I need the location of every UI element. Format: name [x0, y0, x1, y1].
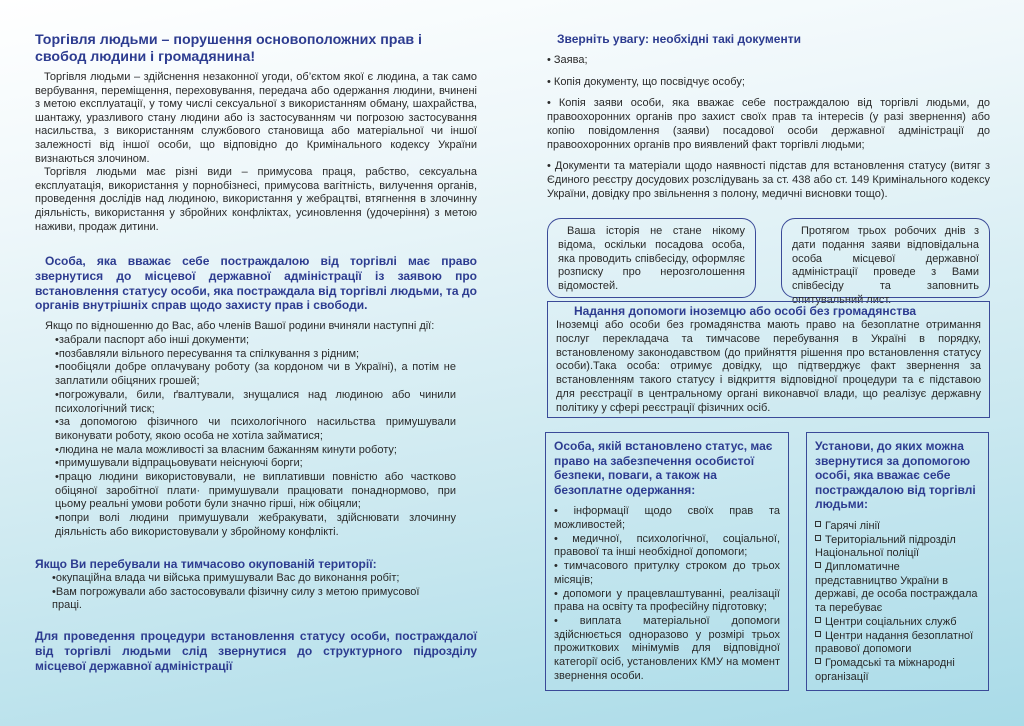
institution-name: Територіальний підрозділ Національної поліції	[815, 533, 956, 560]
square-bullet-icon	[815, 658, 821, 664]
list-item: • інформації щодо своїх прав та можливостей;	[554, 505, 780, 532]
list-item: • медичної, психологічної, соціальної, правової та інші необхідної допомоги;	[554, 532, 780, 559]
definition-section	[35, 71, 477, 234]
list-item: •попри волі людини примушували жебракувати, здійснювати злочинну діяльність або використовували у збройному конфлікті.	[55, 512, 456, 538]
square-bullet-icon	[815, 535, 821, 541]
confidentiality-box	[547, 218, 756, 298]
list-item	[815, 657, 980, 684]
list-item: • тимчасового притулку строком до трьох місяців;	[554, 560, 780, 586]
institutions-list	[815, 520, 980, 684]
foreigners-box	[547, 301, 990, 418]
institution-name: Гарячі лінії	[825, 519, 881, 532]
list-item: •пообіцяли добре оплачувану роботу (за кордоном чи в Україні), а потім не заплатили обіцяних грошей;	[55, 361, 456, 388]
status-rights-list	[554, 505, 780, 683]
list-item: • Документи та матеріали щодо наявності підстав для встановлення статусу (витяг з Єдиного реєстру досудових розслідувань за ст. 438 або ст. 149 Кримінального кодексу України, довідку про звільнення з полону, медичні висновки тощо).	[547, 160, 990, 200]
definition-paragraph: Торгівля людьми – здійснення незаконної угоди, об’єктом якої є людина, а так само вербування, переміщення, переховування, передача або одержання людини, вчинені з метою експлуатації, у тому числі сексуальної з використанням обману, шахрайства, шантажу, уразливого стану людини або із застосуванням чи погрозою застосування насильства, з використанням службового становища або матеріальної чи іншої залежності від іншої особи, що відповідно до Кримінального кодексу України визнаються злочином.	[35, 71, 477, 165]
list-item: •окупаційна влада чи війська примушували Вас до виконання робіт;	[52, 572, 400, 584]
list-item: • Копія заяви особи, яка вважає себе постраждалою від торгівлі людьми, до правоохоронних органів про захист своїх прав та інтересів (у разі звернення) або копію повідомлення (заяви) посадової особи державної адміністрації до правоохоронних органів про виявлений факт торгівлі людьми;	[547, 97, 990, 151]
documents-list	[547, 54, 990, 201]
list-item	[815, 630, 980, 657]
square-bullet-icon	[815, 617, 821, 623]
institution-name: Центри надання безоплатної правової допомоги	[815, 629, 974, 656]
list-item	[815, 534, 980, 561]
list-item: •примушували відпрацьовувати неіснуючі борги;	[55, 457, 303, 470]
list-item: • Копія документу, що посвідчує особу;	[547, 75, 745, 88]
list-item: •людина не мала можливості за власним бажанням кинути роботу;	[55, 443, 397, 456]
list-item: •погрожували, били, ґвалтували, знущалися над людиною або чинили психологічний тиск;	[55, 388, 456, 415]
interview-box	[781, 218, 990, 306]
actions-intro: Якщо по відношенню до Вас, або членів Вашої родини вчиняли наступні дії:	[45, 320, 435, 332]
institution-name: Дипломатичне представництво України в державі, де особа постраждала та перебуває	[815, 561, 978, 615]
list-item	[815, 520, 980, 534]
list-item: •забрали паспорт або інші документи;	[55, 334, 250, 346]
rights-statement: Особа, яка вважає себе постраждалою від торгівлі має право звернутися до місцевої державної адміністрації із заявою про встановлення статусу особи, яка постраждала від торгівлі людьми, та до органів внутрішніх справ щодо захисту прав і свободи.	[35, 254, 477, 313]
documents-title: Зверніть увагу: необхідні такі документи	[557, 32, 801, 46]
institution-name: Центри соціальних служб	[825, 615, 957, 628]
list-item: • допомоги у працевлаштуванні, реалізації права на освіту та професійну підготовку;	[554, 587, 780, 614]
list-item	[815, 561, 980, 616]
list-item: •за допомогою фізичного чи психологічного насильства примушували виконувати роботу, якою особа не хотіла займатися;	[55, 416, 456, 442]
list-item	[815, 616, 980, 630]
confidentiality-text: Ваша історія не стане нікому відома, оскільки посадова особа, яка проводить співбесіду, оформляє розписку про нерозголошення відомостей.	[558, 225, 745, 293]
square-bullet-icon	[815, 562, 821, 568]
square-bullet-icon	[815, 521, 821, 527]
status-rights-box	[545, 432, 789, 691]
foreigners-text: Іноземці або особи без громадянства мають право на безоплатне отримання послуг перекладача та тимчасове перебування в Україні в порядку, встановленому законодавством (до прийняття рішення про встановлення статусу особи).Така особа: отримує довідку, що підтверджує факт звернення за встановленням такого статусу і відкриття відповідної процедури та є підставою для реєстрації в центральному органі виконавчої влади, що реалізує державну політику у сфері реєстрації фізичних осіб.	[556, 319, 981, 414]
institutions-box	[806, 432, 989, 691]
occupied-title: Якщо Ви перебували на тимчасово окупованій території:	[35, 557, 377, 571]
institutions-title: Установи, до яких можна звернутися за допомогою особі, яка вважає себе постраждалою від торгівлі людьми:	[815, 439, 976, 512]
list-item: •працю людини використовували, не виплативши повністю або частково обіцяної заробітної плати· примушували працювати понаднормово, при цьому реальні умови роботи були значно гірші, ніж обіцяли;	[55, 471, 456, 511]
list-item: • виплата матеріальної допомоги здійснюється одноразово у розмірі трьох прожиткових мінімумів для відповідної категорії осіб, установлених КМУ на момент звернення особи.	[554, 615, 780, 682]
procedure-note: Для проведення процедури встановлення статусу особи, постраждалої від торгівлі людьми слід звернутися до структурного підрозділу місцевої державної адміністрації	[35, 629, 477, 673]
list-item: •Вам погрожували або застосовували фізичну силу з метою примусової праці.	[52, 585, 420, 612]
interview-text: Протягом трьох робочих днів з дати подання заяви відповідальна особа місцевої державної адміністрації проведе з Вами співбесіду та заповнить опитувальний лист.	[792, 225, 979, 306]
institution-name: Громадські та міжнародні організації	[815, 657, 955, 683]
list-item: •позбавляли вільного пересування та спілкування з рідним;	[55, 347, 360, 360]
list-item: • Заява;	[547, 54, 588, 66]
status-rights-title: Особа, якій встановлено статус, має право на забезпечення особистої безпеки, поваги, а також на безоплатне одержання:	[554, 439, 773, 497]
foreigners-title: Надання допомоги іноземцю або особі без громадянства	[574, 304, 917, 318]
actions-list	[55, 334, 456, 540]
square-bullet-icon	[815, 631, 821, 637]
types-paragraph: Торгівля людьми має різні види – примусова праця, рабство, сексуальна експлуатація, використання у порнобізнесі, примусова вагітність, вилучення органів, проведення дослідів над людиною, використання у жебрацтві, втягнення в злочинну діяльність, використання у збройних конфліктах, усиновлення (удочеріння) з метою наживи, продаж дитини.	[35, 166, 477, 233]
occupied-list	[52, 572, 452, 613]
page-title: Торгівля людьми – порушення основоположних прав і свобод людини і громадянина!	[35, 32, 422, 65]
